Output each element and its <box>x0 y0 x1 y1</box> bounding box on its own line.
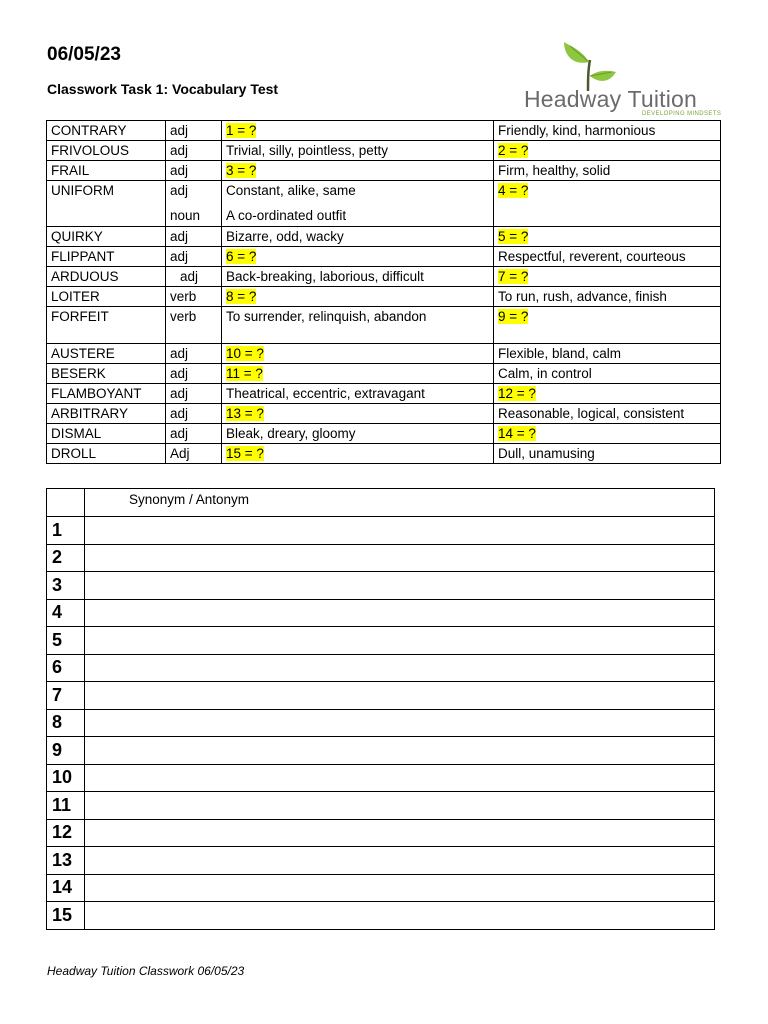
vocab-word <box>47 384 166 404</box>
vocab-antonyms <box>494 141 721 161</box>
vocab-type-text: adj <box>170 426 189 441</box>
answer-field[interactable] <box>85 847 715 875</box>
vocab-type <box>166 181 222 227</box>
vocab-antonyms <box>494 247 721 267</box>
vocab-word-text: AUSTERE <box>51 346 115 361</box>
vocab-type-text: adj <box>170 229 189 244</box>
vocab-antonyms <box>494 364 721 384</box>
vocab-type <box>166 287 222 307</box>
vocab-type <box>166 364 222 384</box>
vocab-word-text: LOITER <box>51 289 100 304</box>
answer-number: 2 <box>47 544 85 572</box>
answer-number: 8 <box>47 709 85 737</box>
vocab-synonyms <box>222 344 494 364</box>
vocab-antonyms <box>494 181 721 227</box>
answer-number: 9 <box>47 737 85 765</box>
page-footer: Headway Tuition Classwork 06/05/23 <box>47 964 245 978</box>
vocab-word-text: BESERK <box>51 366 106 381</box>
vocab-synonyms-text: 13 = ? <box>226 406 264 421</box>
answer-row <box>47 627 715 655</box>
vocab-row <box>47 287 721 307</box>
answer-row <box>47 572 715 600</box>
vocab-row <box>47 444 721 464</box>
answer-row <box>47 819 715 847</box>
answer-field[interactable] <box>85 764 715 792</box>
vocab-type-text: verb <box>170 309 197 324</box>
vocab-synonyms <box>222 404 494 424</box>
answer-row <box>47 764 715 792</box>
vocab-type <box>166 247 222 267</box>
vocab-synonyms <box>222 141 494 161</box>
vocab-word-text: CONTRARY <box>51 123 127 138</box>
vocab-row <box>47 364 721 384</box>
vocab-word <box>47 247 166 267</box>
vocab-word <box>47 121 166 141</box>
answer-number: 12 <box>47 819 85 847</box>
vocab-antonyms-text: Flexible, bland, calm <box>498 346 622 361</box>
answer-row <box>47 874 715 902</box>
vocab-row <box>47 344 721 364</box>
answer-field[interactable] <box>85 599 715 627</box>
vocab-synonyms-text: 15 = ? <box>226 446 264 461</box>
vocab-type <box>166 307 222 344</box>
vocab-type <box>166 267 222 287</box>
answer-number: 3 <box>47 572 85 600</box>
answer-number: 10 <box>47 764 85 792</box>
vocab-antonyms-text: Respectful, reverent, courteous <box>498 249 686 264</box>
vocab-synonyms-text: 1 = ? <box>226 123 257 138</box>
vocab-antonyms-text: 2 = ? <box>498 143 529 158</box>
vocab-antonyms-text: Friendly, kind, harmonious <box>498 123 656 138</box>
vocab-word-text: DISMAL <box>51 426 102 441</box>
vocab-type <box>166 121 222 141</box>
vocab-word-text: DROLL <box>51 446 97 461</box>
vocab-synonyms <box>222 161 494 181</box>
vocab-type-text: adj <box>170 366 189 381</box>
vocab-type-text: adj <box>170 386 189 401</box>
vocab-antonyms-text: Reasonable, logical, consistent <box>498 406 685 421</box>
answer-row <box>47 599 715 627</box>
vocab-word-text: UNIFORM <box>51 183 114 198</box>
vocab-synonyms <box>222 424 494 444</box>
vocab-word <box>47 364 166 384</box>
vocab-antonyms-text: To run, rush, advance, finish <box>498 289 667 304</box>
vocab-synonyms-text: Bizarre, odd, wacky <box>226 229 344 244</box>
vocab-synonyms-text: 11 = ? <box>226 366 263 381</box>
vocab-row <box>47 307 721 344</box>
vocab-synonyms-text: To surrender, relinquish, abandon <box>226 309 427 324</box>
vocab-word <box>47 424 166 444</box>
vocab-word-text: FORFEIT <box>51 309 109 324</box>
answer-number: 15 <box>47 902 85 930</box>
answer-field[interactable] <box>85 654 715 682</box>
vocab-word-text: FRIVOLOUS <box>51 143 130 158</box>
vocab-synonyms <box>222 444 494 464</box>
answer-number: 1 <box>47 517 85 545</box>
answer-row <box>47 682 715 710</box>
vocab-word-text: ARBITRARY <box>51 406 129 421</box>
answer-field[interactable] <box>85 627 715 655</box>
vocab-type-text: adj <box>170 346 189 361</box>
answer-number: 11 <box>47 792 85 820</box>
vocab-type <box>166 384 222 404</box>
vocab-word <box>47 287 166 307</box>
vocab-type <box>166 404 222 424</box>
vocab-word-text: ARDUOUS <box>51 269 119 284</box>
vocab-word <box>47 444 166 464</box>
vocab-row <box>47 181 721 227</box>
answer-field[interactable] <box>85 737 715 765</box>
vocab-type <box>166 344 222 364</box>
vocab-antonyms <box>494 287 721 307</box>
vocab-word-text: FLAMBOYANT <box>51 386 142 401</box>
vocab-antonyms-text: Dull, unamusing <box>498 446 595 461</box>
vocab-antonyms <box>494 404 721 424</box>
vocab-synonyms-text: 6 = ? <box>226 249 257 264</box>
vocab-type <box>166 227 222 247</box>
vocab-row <box>47 267 721 287</box>
vocab-synonyms-text: Back-breaking, laborious, difficult <box>226 269 424 284</box>
vocab-antonyms-text: 7 = ? <box>498 269 529 284</box>
vocab-synonyms-text: 3 = ? <box>226 163 257 178</box>
logo-name: Headway Tuition <box>524 86 698 112</box>
vocab-row <box>47 247 721 267</box>
answer-header-label: Synonym / Antonym <box>85 489 715 517</box>
answer-number: 6 <box>47 654 85 682</box>
vocab-word-text: QUIRKY <box>51 229 103 244</box>
vocab-synonyms-text: 8 = ? <box>226 289 257 304</box>
answer-row <box>47 902 715 930</box>
answer-number: 14 <box>47 874 85 902</box>
answer-field[interactable] <box>85 572 715 600</box>
vocab-synonyms-text: Constant, alike, same <box>226 183 356 198</box>
vocab-synonyms <box>222 364 494 384</box>
answer-number: 5 <box>47 627 85 655</box>
answer-field[interactable] <box>85 874 715 902</box>
answer-table <box>46 488 715 930</box>
vocab-word <box>47 404 166 424</box>
answer-field[interactable] <box>85 544 715 572</box>
vocab-synonyms-secondary: A co-ordinated outfit <box>226 208 347 223</box>
vocab-word <box>47 181 166 227</box>
vocab-antonyms-text: Firm, healthy, solid <box>498 163 611 178</box>
vocab-row <box>47 161 721 181</box>
vocab-synonyms-text: 10 = ? <box>226 346 264 361</box>
vocab-row <box>47 121 721 141</box>
answer-number: 13 <box>47 847 85 875</box>
vocab-synonyms <box>222 181 494 227</box>
vocab-synonyms-text: Trivial, silly, pointless, petty <box>226 143 389 158</box>
vocab-row <box>47 384 721 404</box>
headway-logo <box>522 40 722 120</box>
vocab-antonyms <box>494 344 721 364</box>
vocab-antonyms <box>494 424 721 444</box>
vocab-type-text: verb <box>170 289 197 304</box>
vocab-antonyms <box>494 227 721 247</box>
vocab-type <box>166 161 222 181</box>
vocab-row <box>47 424 721 444</box>
answer-number: 4 <box>47 599 85 627</box>
vocab-synonyms <box>222 384 494 404</box>
vocab-type <box>166 424 222 444</box>
vocab-synonyms-text: Theatrical, eccentric, extravagant <box>226 386 425 401</box>
logo-tagline: DEVELOPING MINDSETS <box>642 111 722 117</box>
vocab-antonyms-text: 12 = ? <box>498 386 536 401</box>
vocab-antonyms <box>494 267 721 287</box>
answer-field[interactable] <box>85 682 715 710</box>
vocab-type <box>166 444 222 464</box>
answer-row <box>47 792 715 820</box>
vocab-antonyms <box>494 161 721 181</box>
vocab-synonyms <box>222 287 494 307</box>
vocab-synonyms <box>222 267 494 287</box>
vocab-word <box>47 161 166 181</box>
vocab-type-text: adj <box>170 163 189 178</box>
answer-row <box>47 737 715 765</box>
vocab-antonyms-text: Calm, in control <box>498 366 592 381</box>
vocab-type-text: Adj <box>170 446 190 461</box>
answer-header-blank <box>47 489 85 517</box>
vocab-type <box>166 141 222 161</box>
vocab-word-text: FLIPPANT <box>51 249 115 264</box>
answer-field[interactable] <box>85 792 715 820</box>
vocab-antonyms <box>494 307 721 344</box>
vocab-word <box>47 141 166 161</box>
vocabulary-table <box>46 120 721 464</box>
vocab-antonyms-text: 14 = ? <box>498 426 536 441</box>
vocab-synonyms <box>222 121 494 141</box>
leaf-plant-icon <box>560 40 620 92</box>
vocab-antonyms <box>494 384 721 404</box>
answer-row <box>47 847 715 875</box>
vocab-word <box>47 307 166 344</box>
vocab-word <box>47 344 166 364</box>
vocab-row <box>47 141 721 161</box>
vocab-row <box>47 404 721 424</box>
date-heading: 06/05/23 <box>47 44 121 65</box>
vocab-word <box>47 267 166 287</box>
vocab-synonyms <box>222 227 494 247</box>
vocab-antonyms-text: 4 = ? <box>498 183 529 198</box>
vocab-word <box>47 227 166 247</box>
answer-row <box>47 654 715 682</box>
vocab-type-text: adj <box>180 269 199 284</box>
vocab-type-text: adj <box>170 249 189 264</box>
vocab-synonyms <box>222 307 494 344</box>
vocab-type-secondary: noun <box>170 208 201 223</box>
vocab-antonyms-text: 5 = ? <box>498 229 529 244</box>
answer-row <box>47 544 715 572</box>
task-title: Classwork Task 1: Vocabulary Test <box>47 81 279 97</box>
vocab-antonyms-text: 9 = ? <box>498 309 529 324</box>
answer-field[interactable] <box>85 902 715 930</box>
vocab-type-text: adj <box>170 123 189 138</box>
vocab-row <box>47 227 721 247</box>
vocab-antonyms <box>494 444 721 464</box>
vocab-type-text: adj <box>170 183 189 198</box>
answer-field[interactable] <box>85 709 715 737</box>
answer-field[interactable] <box>85 517 715 545</box>
answer-field[interactable] <box>85 819 715 847</box>
vocab-type-text: adj <box>170 143 189 158</box>
answer-header-row <box>47 489 715 517</box>
answer-number: 7 <box>47 682 85 710</box>
vocab-antonyms <box>494 121 721 141</box>
vocab-synonyms-text: Bleak, dreary, gloomy <box>226 426 356 441</box>
answer-row <box>47 517 715 545</box>
answer-row <box>47 709 715 737</box>
vocab-word-text: FRAIL <box>51 163 90 178</box>
vocab-synonyms <box>222 247 494 267</box>
vocab-type-text: adj <box>170 406 189 421</box>
